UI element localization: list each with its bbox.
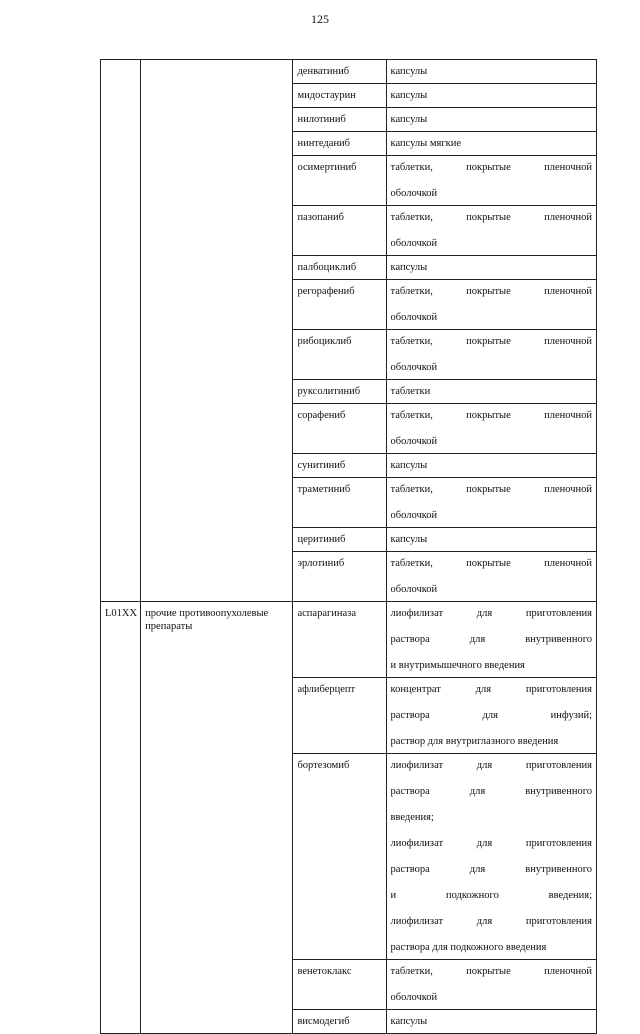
dosage-form-line: оболочкой xyxy=(390,312,438,323)
dosage-form-line: капсулы xyxy=(390,460,428,471)
group-name-cell: прочие противоопухолевые препараты xyxy=(141,602,293,1034)
drug-name-cell: нинтеданиб xyxy=(293,132,386,156)
atc-code-cell: L01XX xyxy=(101,602,141,1034)
dosage-form-cell xyxy=(386,132,596,156)
group-name-cell xyxy=(141,60,293,602)
dosage-form-line: таблетки, покрытые пленочной xyxy=(390,336,592,347)
drug-name-cell: висмодегиб xyxy=(293,1010,386,1034)
dosage-form-cell xyxy=(386,60,596,84)
dosage-form-line: оболочкой xyxy=(390,992,438,1003)
dosage-form-line: таблетки, покрытые пленочной xyxy=(390,410,592,421)
dosage-form-cell xyxy=(386,478,596,528)
dosage-form-line: раствора для внутривенного xyxy=(390,786,592,797)
dosage-form-cell xyxy=(386,380,596,404)
dosage-form-cell xyxy=(386,206,596,256)
dosage-form-line: раствора для внутривенного xyxy=(390,634,592,645)
table-row xyxy=(101,602,597,678)
drug-name-cell: эрлотиниб xyxy=(293,552,386,602)
drug-name-cell: руксолитиниб xyxy=(293,380,386,404)
drug-name-cell: палбоциклиб xyxy=(293,256,386,280)
drug-name-cell: мидостаурин xyxy=(293,84,386,108)
drug-name-cell: осимертиниб xyxy=(293,156,386,206)
dosage-form-line: лиофилизат для приготовления xyxy=(390,760,592,771)
dosage-form-line: таблетки, покрытые пленочной xyxy=(390,286,592,297)
drug-table-body xyxy=(101,60,597,1034)
page-number: 125 xyxy=(311,12,329,26)
table-row xyxy=(101,60,597,84)
dosage-form-line: лиофилизат для приготовления xyxy=(390,608,592,619)
dosage-form-line: оболочкой xyxy=(390,188,438,199)
dosage-form-line: капсулы xyxy=(390,66,428,77)
dosage-form-cell xyxy=(386,108,596,132)
dosage-form-cell xyxy=(386,280,596,330)
dosage-form-line: таблетки xyxy=(390,386,431,397)
drug-name-cell: венетоклакс xyxy=(293,960,386,1010)
dosage-form-cell xyxy=(386,528,596,552)
dosage-form-line: введения; xyxy=(390,812,434,823)
dosage-form-line: оболочкой xyxy=(390,510,438,521)
dosage-form-line: капсулы xyxy=(390,114,428,125)
dosage-form-cell xyxy=(386,84,596,108)
dosage-form-line: таблетки, покрытые пленочной xyxy=(390,212,592,223)
dosage-form-cell xyxy=(386,960,596,1010)
dosage-form-line: оболочкой xyxy=(390,584,438,595)
dosage-form-line: таблетки, покрытые пленочной xyxy=(390,966,592,977)
dosage-form-line: оболочкой xyxy=(390,436,438,447)
dosage-form-line: таблетки, покрытые пленочной xyxy=(390,558,592,569)
drug-name-cell: церитиниб xyxy=(293,528,386,552)
dosage-form-cell xyxy=(386,552,596,602)
dosage-form-cell xyxy=(386,754,596,960)
dosage-form-cell xyxy=(386,454,596,478)
drug-name-cell: сунитиниб xyxy=(293,454,386,478)
dosage-form-line: концентрат для приготовления xyxy=(390,684,592,695)
dosage-form-line: и подкожного введения; xyxy=(390,890,592,901)
drug-name-cell: пазопаниб xyxy=(293,206,386,256)
drug-name-cell: нилотиниб xyxy=(293,108,386,132)
dosage-form-line: капсулы xyxy=(390,1016,428,1027)
dosage-form-line: раствора для инфузий; xyxy=(390,710,592,721)
dosage-form-line: капсулы xyxy=(390,262,428,273)
dosage-form-cell xyxy=(386,678,596,754)
dosage-form-line: лиофилизат для приготовления xyxy=(390,838,592,849)
dosage-form-cell xyxy=(386,256,596,280)
drug-name-cell: траметиниб xyxy=(293,478,386,528)
dosage-form-line: раствора для внутривенного xyxy=(390,864,592,875)
dosage-form-line: и внутримышечного введения xyxy=(390,660,525,671)
atc-code-cell xyxy=(101,60,141,602)
drug-name-cell: афлиберцепт xyxy=(293,678,386,754)
drug-table xyxy=(100,59,597,1034)
dosage-form-cell xyxy=(386,1010,596,1034)
drug-name-cell: денватиниб xyxy=(293,60,386,84)
dosage-form-cell xyxy=(386,156,596,206)
dosage-form-line: оболочкой xyxy=(390,238,438,249)
dosage-form-line: капсулы xyxy=(390,90,428,101)
dosage-form-line: раствора для подкожного введения xyxy=(390,942,547,953)
dosage-form-line: таблетки, покрытые пленочной xyxy=(390,162,592,173)
dosage-form-line: капсулы xyxy=(390,534,428,545)
dosage-form-line: раствор для внутриглазного введения xyxy=(390,736,559,747)
dosage-form-cell xyxy=(386,330,596,380)
dosage-form-cell xyxy=(386,602,596,678)
drug-name-cell: бортезомиб xyxy=(293,754,386,960)
dosage-form-line: оболочкой xyxy=(390,362,438,373)
dosage-form-cell xyxy=(386,404,596,454)
drug-name-cell: сорафениб xyxy=(293,404,386,454)
dosage-form-line: таблетки, покрытые пленочной xyxy=(390,484,592,495)
drug-name-cell: регорафениб xyxy=(293,280,386,330)
drug-name-cell: аспарагиназа xyxy=(293,602,386,678)
drug-name-cell: рибоциклиб xyxy=(293,330,386,380)
dosage-form-line: лиофилизат для приготовления xyxy=(390,916,592,927)
dosage-form-line: капсулы мягкие xyxy=(390,138,462,149)
